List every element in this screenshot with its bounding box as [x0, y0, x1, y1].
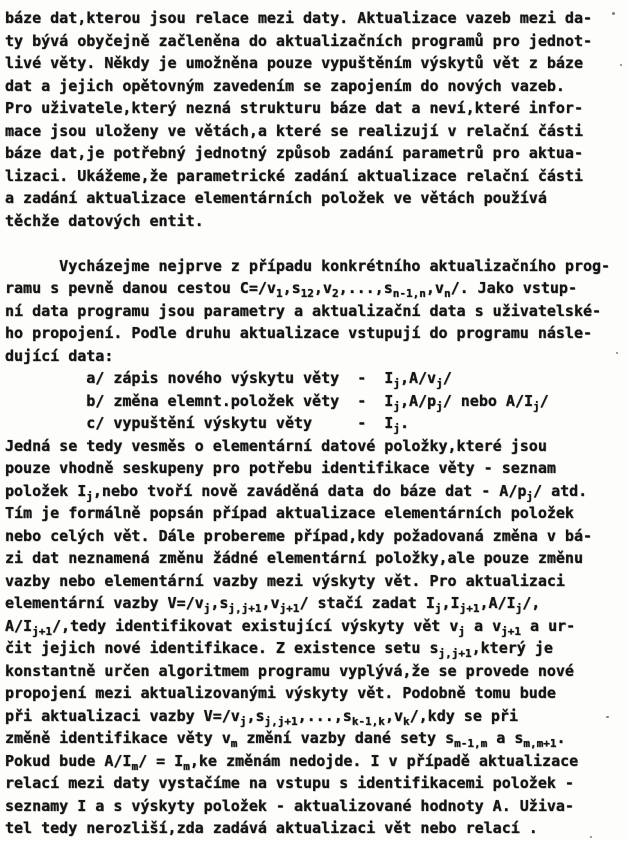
text-line: lizaci. Ukážeme,že parametrické zadání aktualizace relační části	[5, 166, 583, 185]
text-line: báze dat,je potřebný jednotný způsob zadání parametrů pro aktua-	[5, 144, 583, 162]
text-line: a/ zápis nového výskytu věty - $I_j,A/v_j/$	[5, 369, 452, 390]
text-line: pouze vhodně seskupeny pro potřebu identifikace věty - seznam	[5, 459, 556, 477]
text-line: ho propojení. Podle druhu aktualizace vstupují do programu násle-	[5, 324, 592, 342]
text-line: mace jsou uloženy ve větách,a které se realizují v relační části	[5, 121, 583, 140]
text-line: ramu s pevně danou cestou $C=/v_1,s_{12},v_2,...,s_{n-1,n},v_n/$. Jako vstup-	[5, 279, 577, 300]
text-line: nebo celých vět. Dále probereme případ,kdy požadovaná změna v bá-	[5, 526, 592, 545]
scan-speck	[616, 352, 618, 354]
text-line: Pro uživatele,který nezná strukturu báze dat a neví,které infor-	[5, 99, 583, 117]
text-line: dat a jejich opětovným zavedením se zapojením do nových vazeb.	[5, 76, 565, 95]
text-line: relací mezi daty vystačíme na vstupu s identifikacemi položek -	[5, 774, 574, 792]
text-line: při aktualizaci vazby $V=/v_j,s_{j,j+1},...,s_{k-1,k},v_k/,kdy$ se při	[5, 706, 518, 728]
text-line: a zadání aktualizace elementárních položek ve větách používá	[5, 189, 547, 207]
text-line: ní data programu jsou parametry a aktualizační data s uživatelské-	[5, 301, 602, 320]
text-line: Vycházejme nejprve z případu konkrétního aktualizačního prog-	[5, 256, 611, 275]
scan-speck	[606, 716, 609, 718]
text-line: ty bývá obyčejně začleněna do aktualizačních programů pro jednot-	[5, 31, 592, 50]
text-line: c/ vypuštění výskytu věty - $I_j$.	[5, 414, 409, 435]
text-line: konstantně určen algoritmem programu vyplývá,že se provede nové	[5, 661, 574, 680]
text-line: dující data:	[5, 346, 114, 365]
text-line	[5, 232, 626, 255]
text-line: seznamy I a s výskyty položek - aktualizované hodnoty A. Uživa-	[5, 796, 574, 815]
text-line: livé věty. Někdy je umožněna pouze vypuštěním výskytů vět z báze	[5, 54, 583, 72]
text-line: vazby nebo elementární vazby mezi výskyty vět. Pro aktualizaci	[5, 571, 565, 590]
text-line: tel tedy nerozliší,zda zadává aktualizaci vět nebo relací .	[5, 819, 538, 837]
text-line: Pokud bude $A/I_m/ = I_m,ke$ změnám nedojde. I v případě aktualizace	[5, 751, 579, 773]
text-line: těchže datových entit.	[5, 211, 204, 230]
text-line: čit jejich nové identifikace. Z existence setu $s_{j,j+1},který$ je	[5, 639, 553, 660]
scan-speck	[620, 64, 622, 66]
text-line: báze dat,kterou jsou relace mezi daty. Aktualizace vazeb mezi da-	[5, 9, 592, 27]
text-line: položek $I_j,nebo$ tvoří nově zaváděná data do báze dat - $A/p_j/$ atd.	[5, 481, 588, 503]
text-line: elementární vazby $V=/v_j,s_{j,j+1},v_{j+1}/$ stačí zadat $I_j,I_{j+1},A/I_j/$,	[5, 594, 541, 615]
scan-speck	[590, 836, 592, 838]
text-line: Tím je formálně popsán případ aktualizace elementárních položek	[5, 504, 574, 522]
text-line: zi dat neznamená změnu žádné elementární položky,ale pouze změnu	[5, 549, 583, 567]
text-line: b/ změna elemnt.položek věty - $I_j,A/p_j/$ nebo $A/I_j/$	[5, 391, 549, 413]
text-line: $A/I_{j+1}/,tedy$ identifikovat existující výskyty vět $v_j$ a $v_{j+1}$ a ur-	[5, 616, 576, 638]
text-line: propojení mezi aktualizovanými výskyty vět. Podobně tomu bude	[5, 684, 556, 702]
text-line: změně identifikace věty $v_m$ změní vazby dané sety $s_{m-1,m}$ a $s_{m,m+1}$.	[5, 729, 566, 750]
text-line: Jedná se tedy vesměs o elementární datové položky,které jsou	[5, 436, 547, 455]
scan-speck	[612, 12, 615, 15]
